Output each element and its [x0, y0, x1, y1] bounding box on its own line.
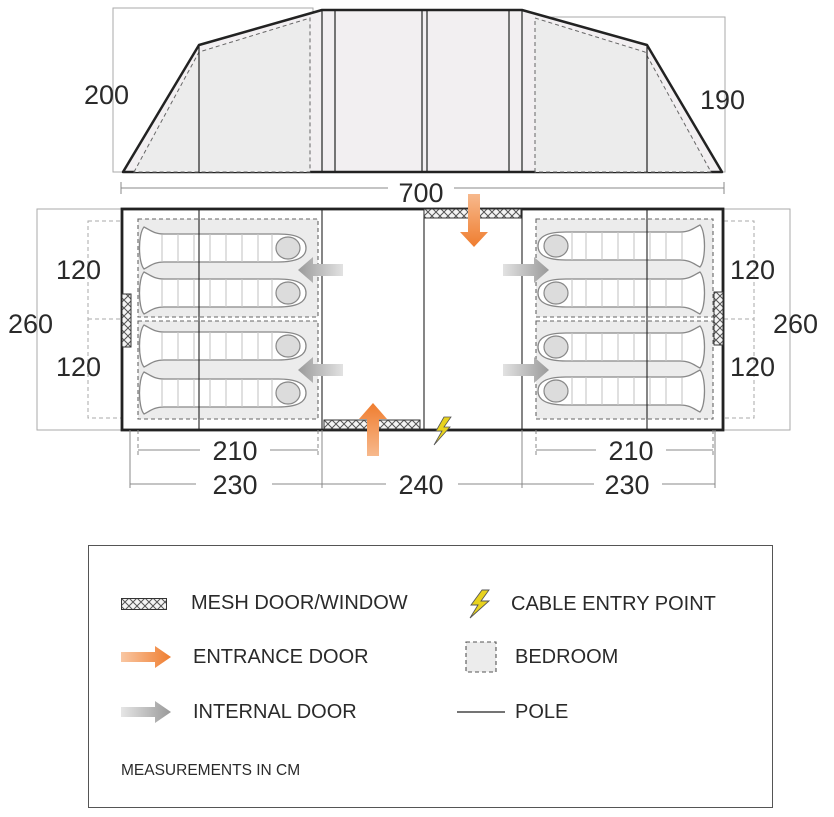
legend-mesh	[121, 592, 408, 615]
legend-entrance-label: ENTRANCE DOOR	[193, 645, 369, 668]
bay-left-bottom-label: 120	[56, 352, 102, 382]
bedroom-left-width-label: 210	[212, 436, 258, 466]
mesh-window-right	[714, 292, 723, 345]
legend-box	[88, 545, 773, 808]
section-right-label: 230	[604, 470, 650, 500]
section-center-label: 240	[398, 470, 444, 500]
legend-mesh-label: MESH DOOR/WINDOW	[191, 592, 408, 614]
entrance-arrow-icon	[121, 645, 171, 669]
legend-bedroom	[465, 641, 618, 673]
legend-internal	[121, 700, 357, 724]
section-left-label: 230	[212, 470, 258, 500]
height-right-label: 190	[700, 85, 746, 115]
cable-entry-icon	[467, 589, 493, 619]
width-left-label: 260	[8, 309, 54, 339]
legend-pole	[457, 700, 568, 724]
legend-cable-label: CABLE ENTRY POINT	[511, 592, 716, 615]
bedroom-right-width-label: 210	[608, 436, 654, 466]
height-left-label: 200	[84, 80, 130, 110]
internal-arrow-icon	[121, 700, 171, 724]
bay-left-top-label: 120	[56, 255, 102, 285]
bay-right-bottom-label: 120	[730, 352, 776, 382]
legend-bedroom-label: BEDROOM	[515, 645, 619, 668]
legend-entrance	[121, 645, 369, 669]
mesh-icon	[121, 598, 167, 610]
measurements-note: MEASUREMENTS IN CM	[121, 762, 301, 779]
width-right-label: 260	[773, 309, 819, 339]
length-label: 700	[398, 178, 444, 208]
bay-right-top-label: 120	[730, 255, 776, 285]
side-elevation	[84, 8, 745, 208]
legend-cable	[467, 589, 716, 619]
bedroom-icon	[465, 641, 497, 673]
mesh-window-left	[122, 294, 131, 347]
pole-icon	[457, 700, 507, 724]
legend-internal-label: INTERNAL DOOR	[193, 700, 357, 723]
legend-pole-label: POLE	[515, 700, 569, 723]
floor-plan	[8, 194, 818, 500]
